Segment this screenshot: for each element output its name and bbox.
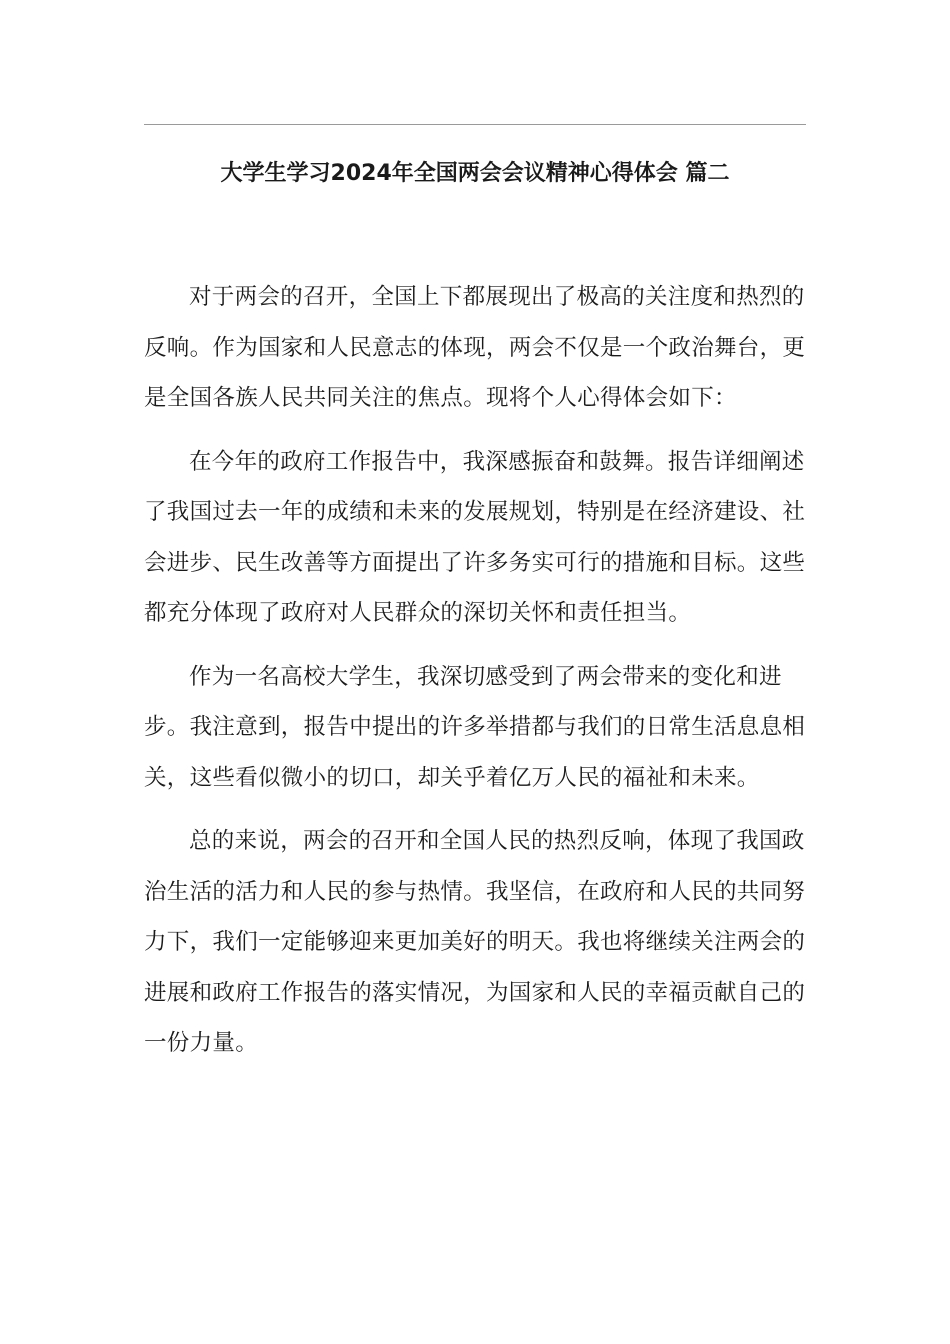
document-body	[144, 272, 806, 1082]
paragraph-2: 在今年的政府工作报告中，我深感振奋和鼓舞。报告详细阐述了我国过去一年的成绩和未来的发展规划，特别是在经济建设、社会进步、民生改善等方面提出了许多务实可行的措施和目标。这些都充分体现了政府对人民群众的深切关怀和责任担当。	[144, 448, 806, 626]
document-title: 大学生学习2024年全国两会会议精神心得体会 篇二	[220, 161, 730, 186]
paragraph-4: 总的来说，两会的召开和全国人民的热烈反响，体现了我国政治生活的活力和人民的参与热情。我坚信，在政府和人民的共同努力下，我们一定能够迎来更加美好的明天。我也将继续关注两会的进展和政府工作报告的落实情况，为国家和人民的幸福贡献自己的一份力量。	[144, 828, 806, 1056]
header-rule	[144, 124, 806, 125]
paragraph-1: 对于两会的召开，全国上下都展现出了极高的关注度和热烈的反响。作为国家和人民意志的体现，两会不仅是一个政治舞台，更是全国各族人民共同关注的焦点。现将个人心得体会如下：	[144, 284, 806, 411]
paragraph-3: 作为一名高校大学生，我深切感受到了两会带来的变化和进步。我注意到，报告中提出的许多举措都与我们的日常生活息息相关，这些看似微小的切口，却关乎着亿万人民的福祉和未来。	[144, 663, 806, 791]
